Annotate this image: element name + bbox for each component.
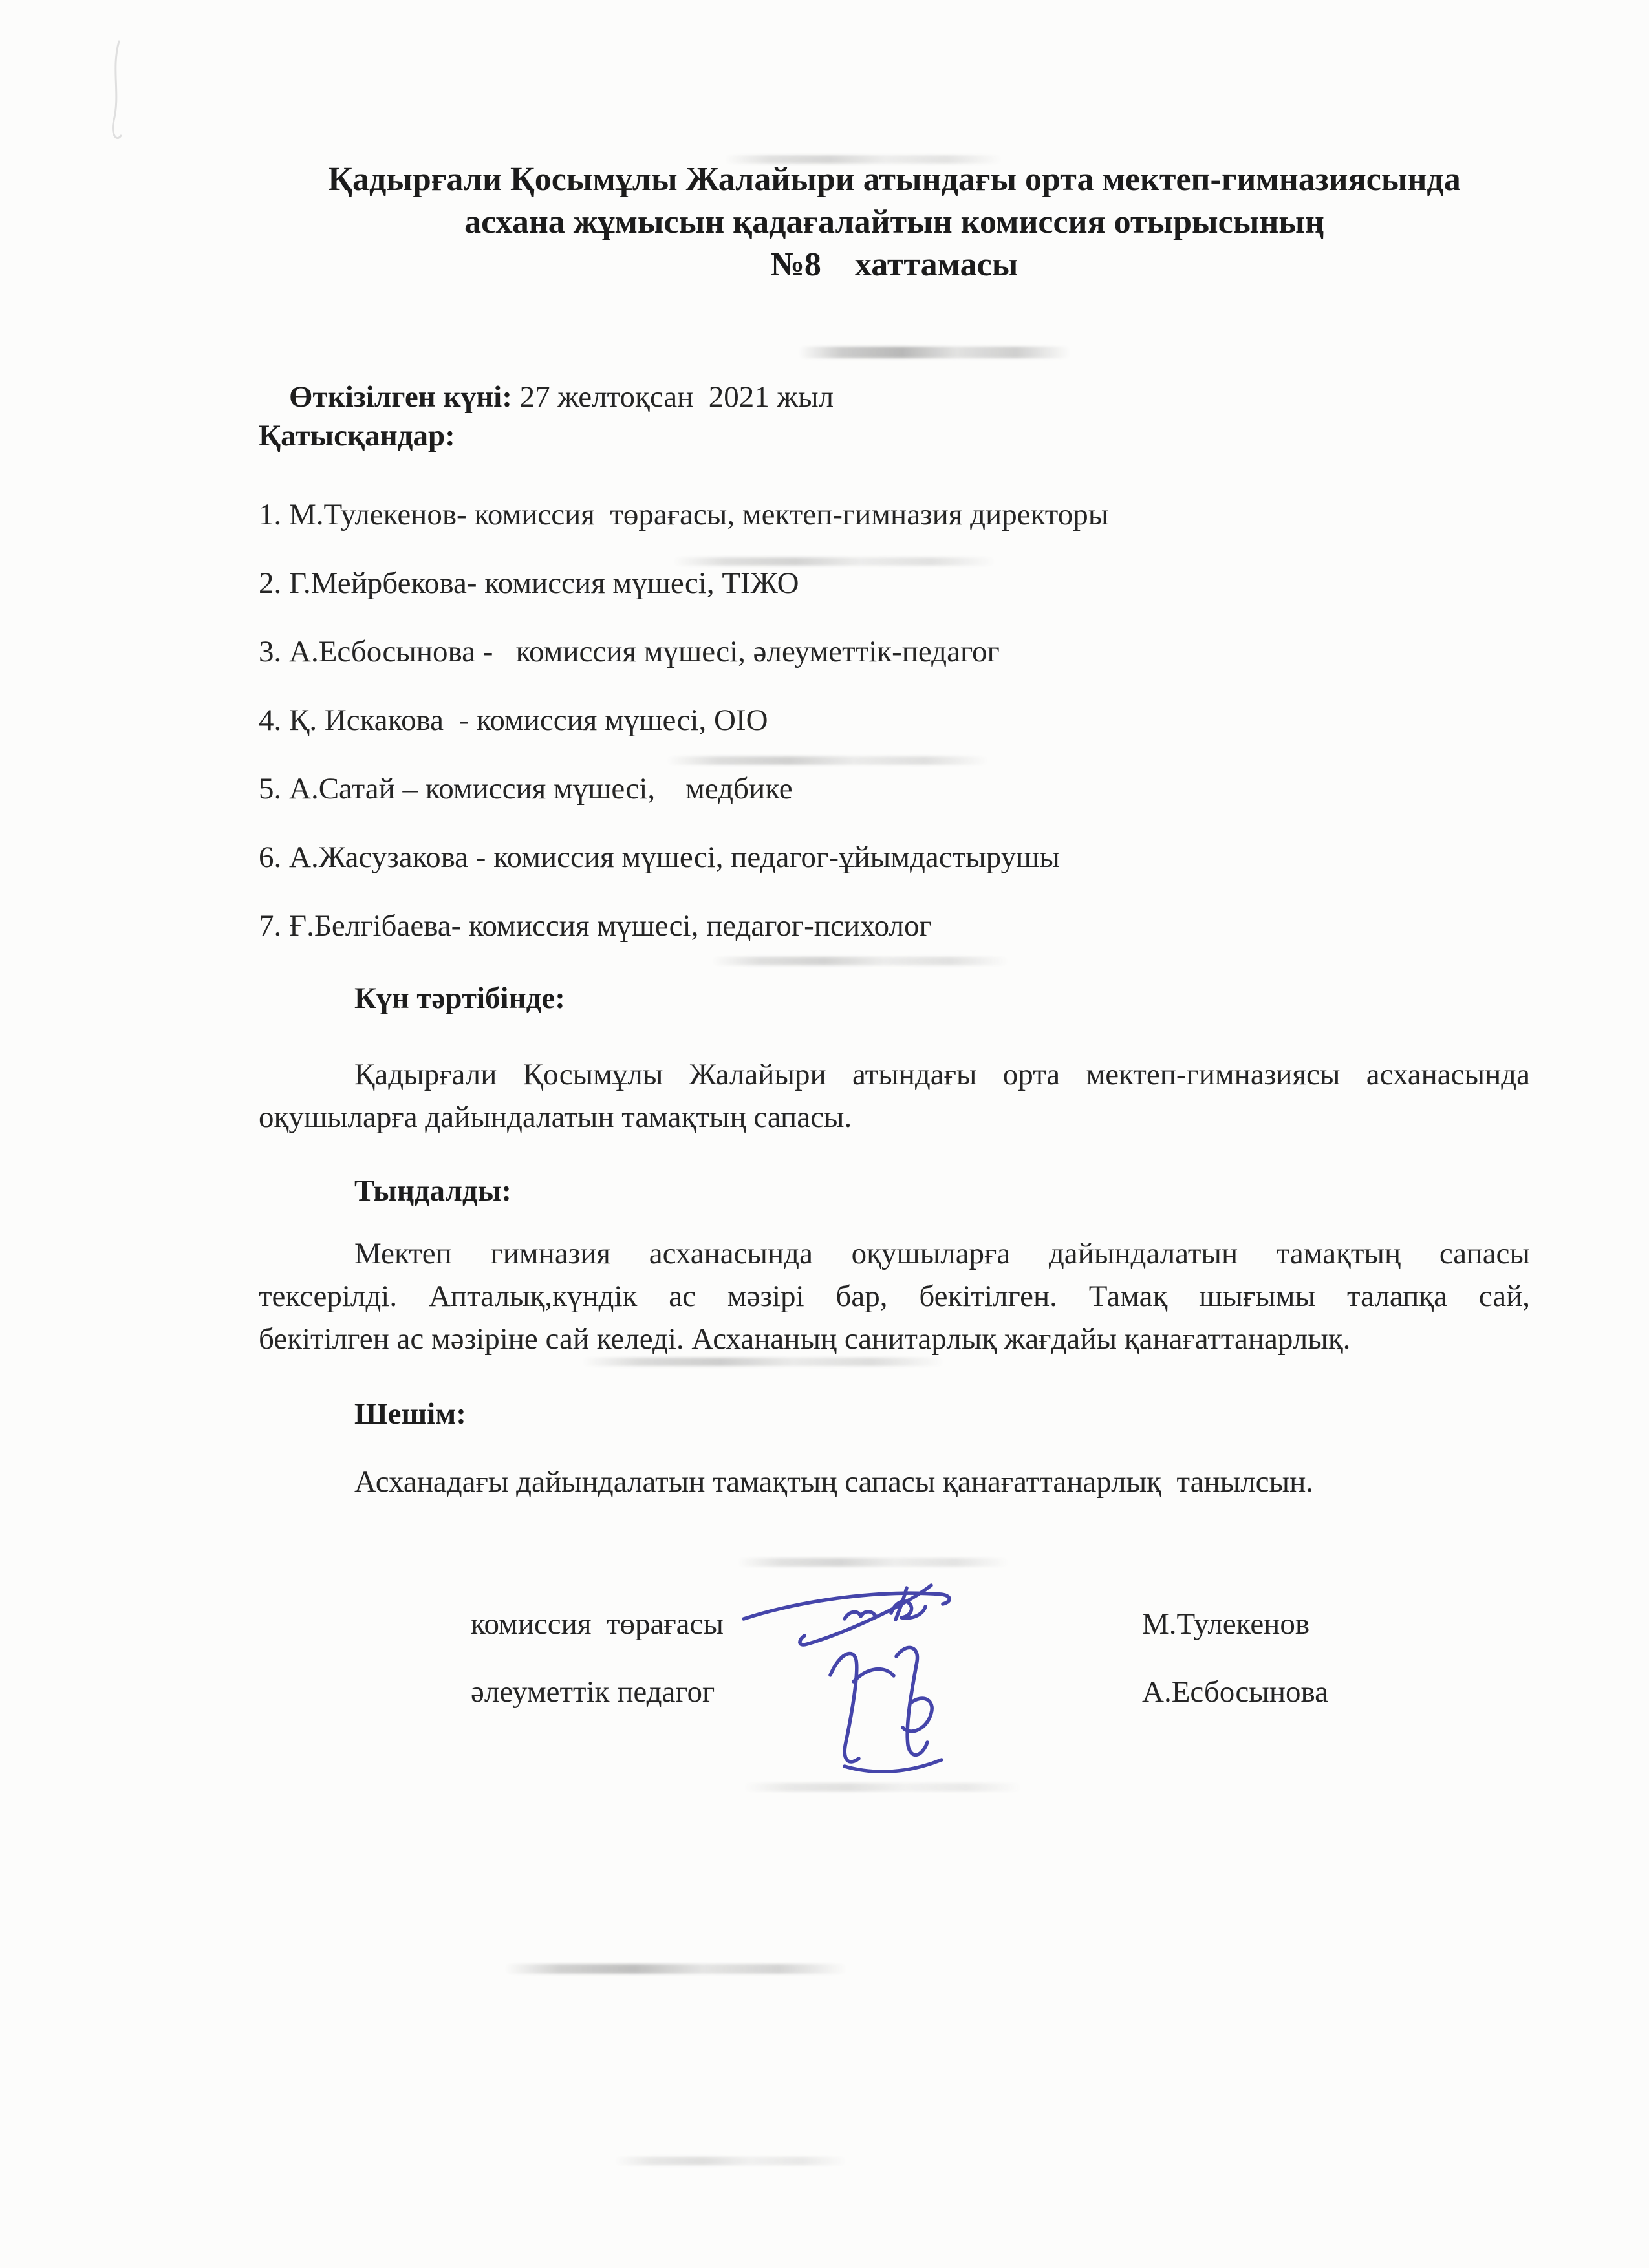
signature-name-pedagog: А.Есбосынова [1142,1675,1328,1709]
agenda-heading: Күн тәртібінде: [354,981,565,1015]
participant-item-1: 1. М.Тулекенов- комиссия төрағасы, мектеп-гимназия директоры [259,498,1109,531]
participant-item-2: 2. Г.Мейрбекова- комиссия мүшесі, ТІЖО [259,566,799,600]
heard-line-1: Мектеп гимназия асханасында оқушыларға дайындалатын тамақтың сапасы [354,1237,1530,1270]
date-value: 27 желтоқсан 2021 жыл [512,380,834,414]
document-title-line-1: Қадырғали Қосымұлы Жалайыри атындағы орта мектеп-гимназиясында [328,161,1461,198]
decision-text: Асханадағы дайындалатын тамақтың сапасы қанағаттанарлық танылсын. [354,1465,1314,1499]
scan-artifact [724,155,1002,164]
agenda-line-2: оқушыларға дайындалатын тамақтың сапасы. [259,1100,852,1134]
decision-heading: Шешім: [354,1397,466,1431]
scan-artifact [582,1358,944,1366]
scan-artifact [744,1783,1022,1792]
participant-item-5: 5. А.Сатай – комиссия мүшесі, медбике [259,772,793,806]
pen-mark-artifact [103,37,132,151]
heard-heading: Тыңдалды: [354,1174,512,1208]
scan-artifact [673,557,996,566]
participant-item-6: 6. А.Жасузакова - комиссия мүшесі, педагог-ұйымдастырушы [259,840,1060,874]
date-label: Өткізілген күні: [289,380,512,414]
signature-role-chairman: комиссия төрағасы [471,1607,724,1641]
participants-heading: Қатысқандар: [259,419,455,453]
participant-item-7: 7. Ғ.Белгібаева- комиссия мүшесі, педагог-психолог [259,909,932,943]
heard-line-3: бекітілген ас мәзіріне сай келеді. Асхананың санитарлық жағдайы қанағаттанарлық. [259,1322,1351,1356]
pedagog-signature-ink [808,1639,976,1778]
scan-artifact [799,347,1070,358]
scan-artifact [666,756,989,765]
participant-item-3: 3. А.Есбосынова - комиссия мүшесі, әлеуметтік-педагог [259,635,1000,669]
scan-artifact [737,1558,1009,1567]
agenda-line-1: Қадырғали Қосымұлы Жалайыри атындағы орта мектеп-гимназиясы асханасында [354,1058,1530,1091]
scan-artifact [504,1964,847,1974]
signature-name-chairman: М.Тулекенов [1142,1607,1310,1641]
document-title-line-2: асхана жұмысын қадағалайтын комиссия отырысының [464,204,1324,241]
scan-artifact [614,2157,847,2165]
participant-item-4: 4. Қ. Искакова - комиссия мүшесі, ОІО [259,703,768,737]
scan-artifact [711,957,1009,965]
heard-line-2: тексерілді. Апталық,күндік ас мәзірі бар, бекітілген. Тамақ шығымы талапқа сай, [259,1279,1530,1313]
document-title-line-3: №8 хаттамасы [770,246,1018,283]
signature-role-pedagog: әлеуметтік педагог [471,1675,715,1709]
